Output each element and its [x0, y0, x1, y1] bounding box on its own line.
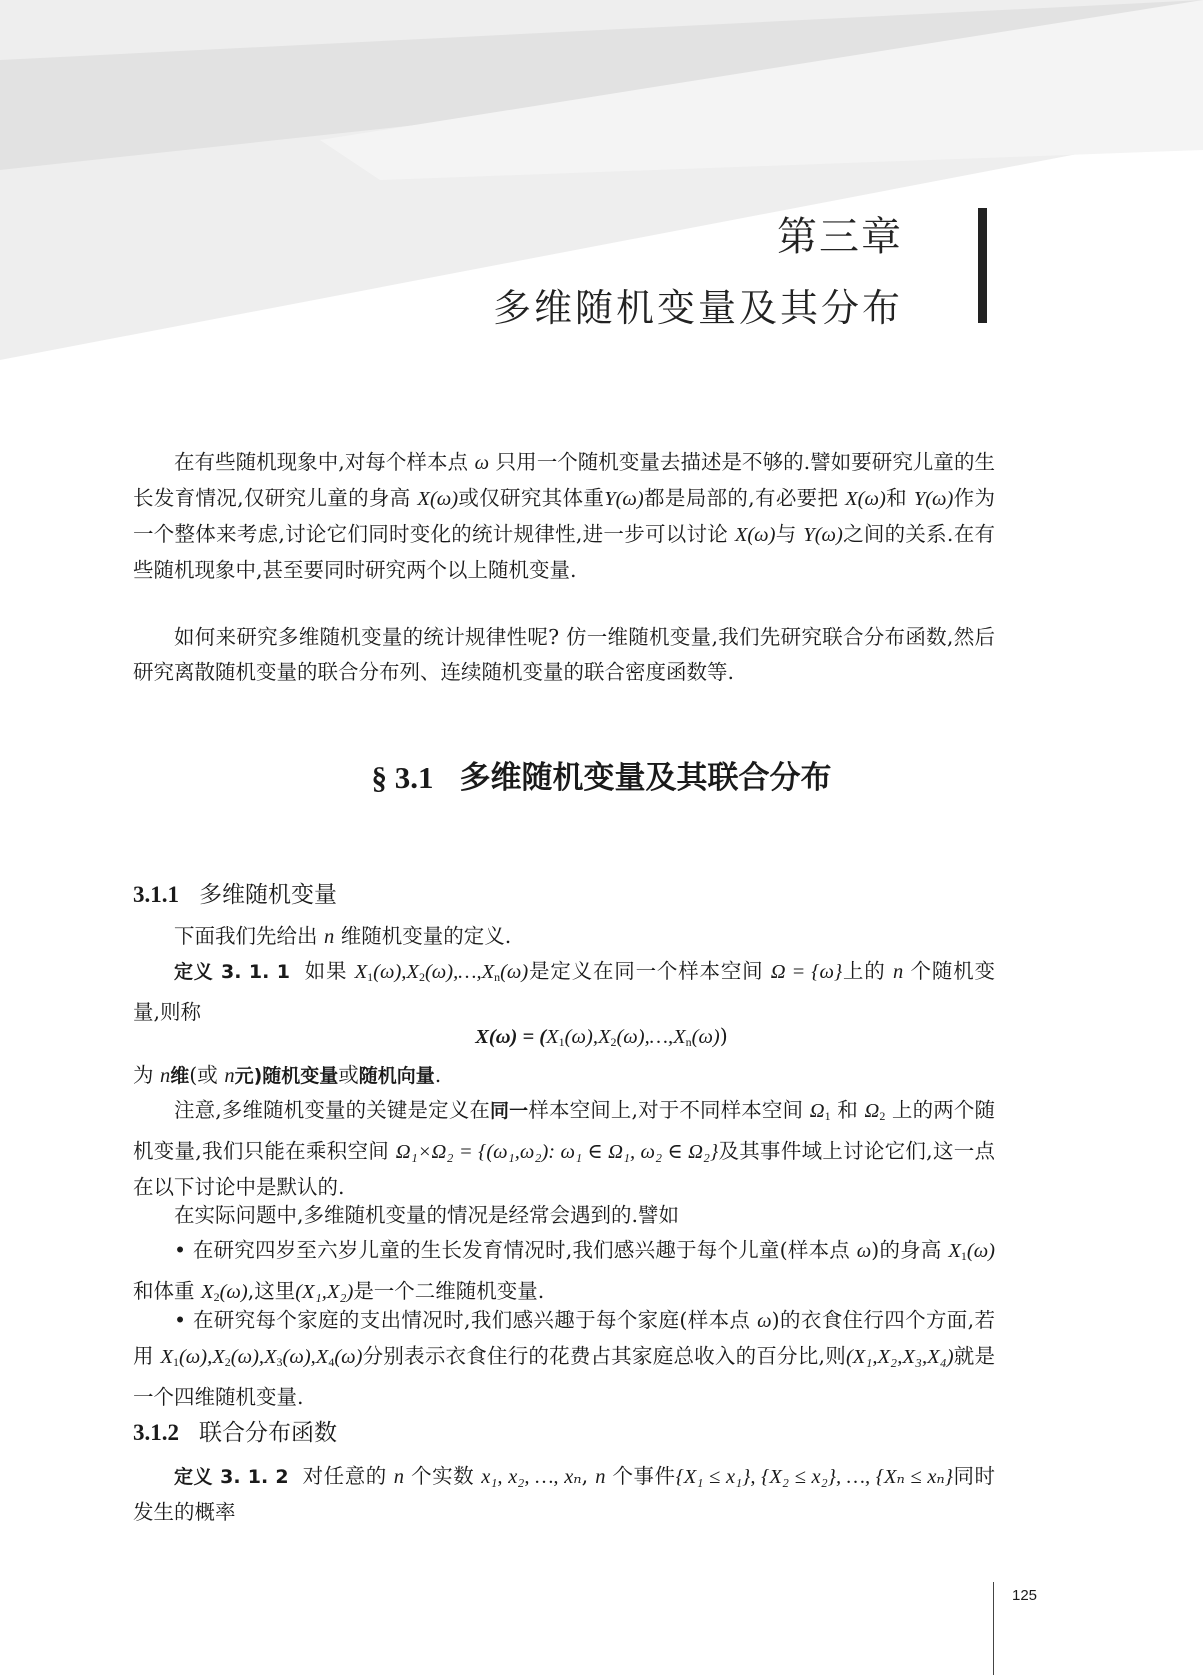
definition-conclusion: 为 n维(或 n元)随机变量或随机向量. [133, 1063, 442, 1087]
chapter-heading-bar [978, 208, 987, 323]
section-heading [0, 752, 1203, 797]
definition-intro: 下面我们先给出 n 维随机变量的定义. [174, 924, 512, 948]
example-bullet-2: • 在研究每个家庭的支出情况时,我们感兴趣于每个家庭(样本点 ω)的衣食住行四个方面,若用 $X_1(\omega),X_2(\omega),X_3(\omega),X_4(\omega)$分别表示衣食住行的花费占其家庭总收入的百分比,则(X₁,X₂,X₃,X₄)就是一个四维随机变量. [133, 1308, 996, 1409]
page-number: 125 [1012, 1587, 1038, 1604]
chapter-title: 多维随机变量及其分布 [492, 286, 903, 330]
subsection-heading-3-1-1: 3.1.1 多维随机变量 [133, 882, 337, 908]
section-title: 多维随机变量及其联合分布 [459, 760, 832, 796]
intro-paragraph-1: 在有些随机现象中,对每个样本点 ω 只用一个随机变量去描述是不够的.譬如要研究儿童的生长发育情况,仅研究儿童的身高 X(ω)或仅研究其体重Y(ω)都是局部的,有必要把 X(ω)和 Y(ω)作为一个整体来考虑,讨论它们同时变化的统计规律性,进一步可以讨论 X(ω)与 Y(ω)之间的关系.在有些随机现象中,甚至要同时研究两个以上随机变量. [133, 450, 995, 582]
subsection-heading-3-1-2: 3.1.2 联合分布函数 [133, 1420, 337, 1446]
footer-divider [993, 1582, 994, 1675]
decorative-header-bands [0, 0, 1203, 400]
chapter-number: 第三章 [777, 214, 903, 260]
intro-paragraph-2: 如何来研究多维随机变量的统计规律性呢? 仿一维随机变量,我们先研究联合分布函数,然后研究离散随机变量的联合分布列、连续随机变量的联合密度函数等. [133, 625, 995, 684]
random-vector-equation: $X(\omega) = (X_1(\omega),X_2(\omega),\dots,X_n(\omega))$ [475, 1024, 728, 1049]
note-paragraph: 注意,多维随机变量的关键是定义在同一样本空间上,对于不同样本空间 $\Omega_1$ 和 $\Omega_2$ 上的两个随机变量,我们只能在乘积空间 Ω₁×Ω₂ = {(ω₁,ω₂): ω₁ ∈ Ω₁, ω₂ ∈ Ω₂}及其事件域上讨论它们,这一点在以下讨论中是默认的. [133, 1098, 995, 1199]
definition-3-1-1: 定义 3. 1. 1 如果 $X_1(\omega),X_2(\omega),\dots,X_n(\omega)$是定义在同一个样本空间 Ω = {ω}上的 n 个随机变量,则称 [133, 959, 995, 1024]
definition-3-1-2: 定义 3. 1. 2 对任意的 n 个实数 x₁, x₂, …, xₙ, n 个事件{X₁ ≤ x₁}, {X₂ ≤ x₂}, …, {Xₙ ≤ xₙ}同时发生的概率 [133, 1464, 995, 1524]
section-number: § 3.1 [371, 760, 434, 795]
example-bullet-1: • 在研究四岁至六岁儿童的生长发育情况时,我们感兴趣于每个儿童(样本点 ω)的身高 $X_1(\omega)$和体重 $X_2(\omega)$,这里(X₁,X₂)是一个二维随机变量. [133, 1238, 996, 1304]
practice-intro: 在实际问题中,多维随机变量的情况是经常会遇到的.譬如 [174, 1203, 680, 1227]
